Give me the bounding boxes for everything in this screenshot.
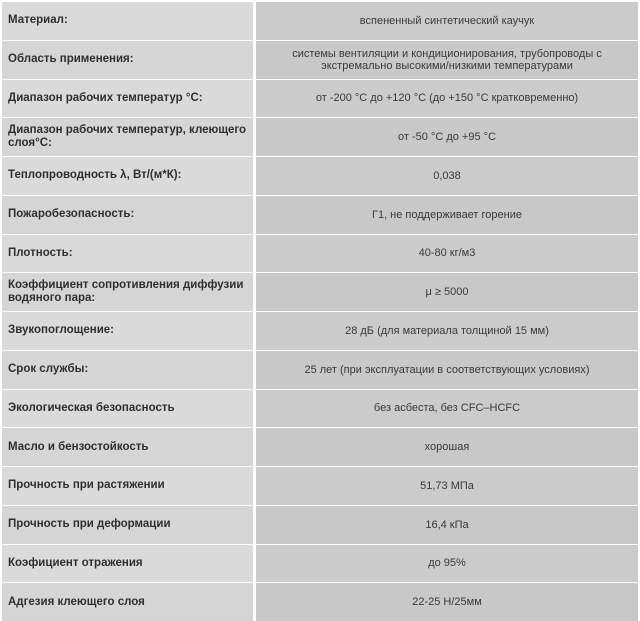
table-row [2,389,638,428]
row-value: от -200 °С до +120 °С (до +150 °С кратковременно) [256,80,638,118]
table-row [2,505,638,544]
table-row [2,40,638,79]
row-label: Масло и бензостойкость [2,428,253,466]
table-row [2,466,638,505]
row-label: Материал: [2,2,253,40]
row-label: Прочность при деформации [2,506,253,544]
row-value: 0,038 [256,157,638,195]
row-value: Г1, не поддерживает горение [256,196,638,234]
table-row [2,117,638,156]
row-value: хорошая [256,428,638,466]
row-label: Коэффициент сопротивления диффузии водяного пара: [2,273,253,311]
row-value: μ ≥ 5000 [256,273,638,311]
row-label: Экологическая безопасность [2,390,253,428]
table-row [2,311,638,350]
table-row [2,79,638,118]
row-value: вспененный синтетический каучук [256,2,638,40]
row-label: Область применения: [2,41,253,79]
row-value: 16,4 кПа [256,506,638,544]
table-row [2,156,638,195]
row-value: 51,73 МПа [256,467,638,505]
table-row [2,582,638,621]
row-value: 40-80 кг/м3 [256,235,638,273]
table-row [2,272,638,311]
row-label: Плотность: [2,235,253,273]
row-value: до 95% [256,545,638,583]
row-value: 25 лет (при эксплуатации в соответствующих условиях) [256,351,638,389]
table-row [2,544,638,583]
row-value: 22-25 Н/25мм [256,583,638,621]
row-label: Теплопроводность λ, Вт/(м*К): [2,157,253,195]
row-label: Диапазон рабочих температур °С: [2,80,253,118]
row-label: Пожаробезопасность: [2,196,253,234]
row-value: 28 дБ (для материала толщиной 15 мм) [256,312,638,350]
table-row [2,350,638,389]
row-label: Звукопоглощение: [2,312,253,350]
row-label: Срок службы: [2,351,253,389]
row-label: Коэфициент отражения [2,545,253,583]
row-value: системы вентиляции и кондиционирования, трубопроводы с экстремально высокими/низкими температурами [256,41,638,79]
row-label: Адгезия клеющего слоя [2,583,253,621]
table-row [2,195,638,234]
table-row [2,234,638,273]
table-row [2,1,638,40]
row-label: Диапазон рабочих температур, клеющего слоя°С: [2,118,253,156]
row-value: без асбеста, без CFC–HCFC [256,390,638,428]
table-row [2,427,638,466]
row-value: от -50 °С до +95 °С [256,118,638,156]
row-label: Прочность при растяжении [2,467,253,505]
